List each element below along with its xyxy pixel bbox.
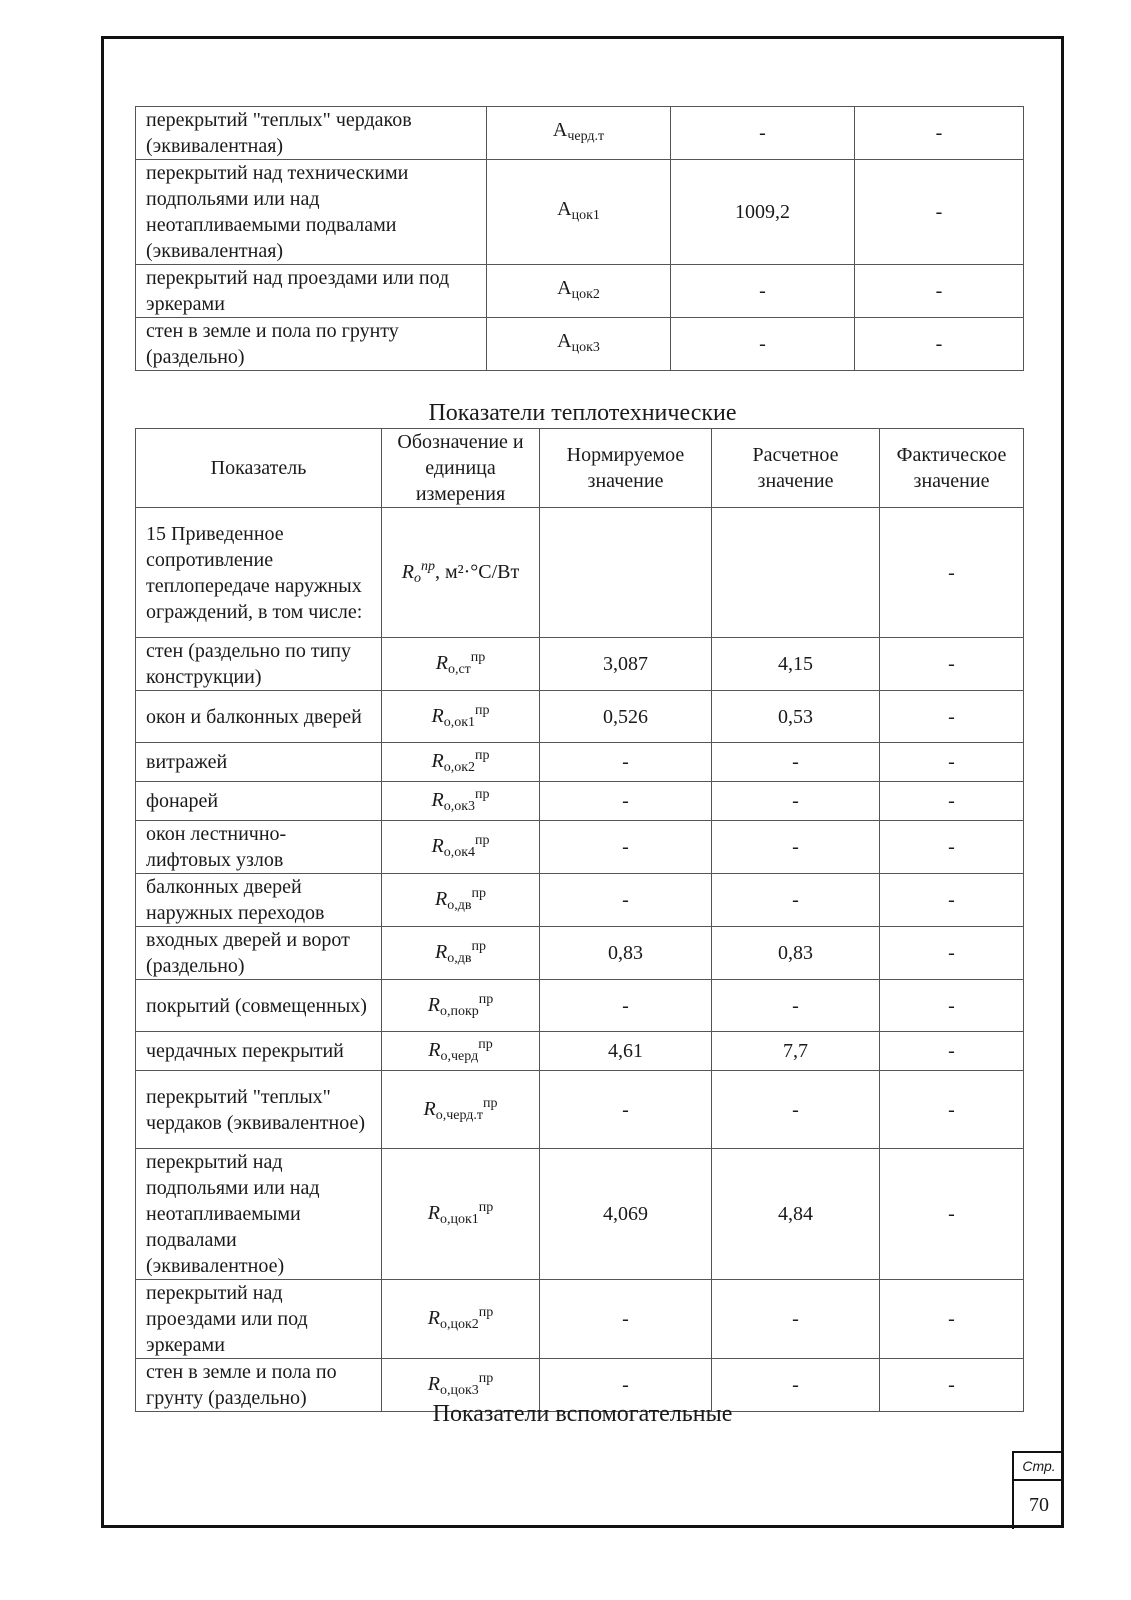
row-calculated: 7,7 [712, 1032, 880, 1071]
table-row [136, 638, 1024, 691]
row-symbol: $R_{о,ок1}^{пр}$ [382, 691, 540, 743]
row-actual: - [880, 1071, 1024, 1149]
table-row [136, 821, 1024, 874]
row-calculated: - [712, 821, 880, 874]
row-value: - [855, 160, 1024, 265]
table-row [136, 782, 1024, 821]
header-normative: Нормируемое значение [540, 429, 712, 508]
row-label: балконных дверей наружных переходов [136, 874, 382, 927]
row-actual: - [880, 1149, 1024, 1280]
row-normative: - [540, 821, 712, 874]
row-actual: - [880, 638, 1024, 691]
row-symbol: $А_{цок3}$ [487, 318, 671, 371]
row-normative: - [540, 1280, 712, 1359]
row-value: 1009,2 [671, 160, 855, 265]
row-label: фонарей [136, 782, 382, 821]
row-symbol: $R_{о,цок3}^{пр}$ [382, 1359, 540, 1412]
table-row [136, 874, 1024, 927]
row-label: перекрытий "теплых" чердаков (эквивалентное) [136, 1071, 382, 1149]
row-actual: - [880, 743, 1024, 782]
row-calculated: 0,83 [712, 927, 880, 980]
thermal-table [135, 428, 1024, 1412]
table-row [136, 980, 1024, 1032]
table-row [136, 265, 1024, 318]
row-calculated: - [712, 980, 880, 1032]
row-value: - [671, 107, 855, 160]
row-calculated: 4,84 [712, 1149, 880, 1280]
page-number: 70 [1029, 1494, 1049, 1516]
header-symbol: Обозначение и единица измерения [382, 429, 540, 508]
row-symbol: $R_{о,цок2}^{пр}$ [382, 1280, 540, 1359]
row-symbol: $R_{о,покр}^{пр}$ [382, 980, 540, 1032]
heading-thermal: Показатели теплотехнические [428, 400, 737, 426]
table-row [136, 1280, 1024, 1359]
row-actual: - [880, 782, 1024, 821]
row-calculated [712, 508, 880, 638]
row-symbol: $R_{о,черд}^{пр}$ [382, 1032, 540, 1071]
row-symbol: $R_{о,ок4}^{пр}$ [382, 821, 540, 874]
row-label: перекрытий "теплых" чердаков (эквивалентная) [136, 107, 487, 160]
page-stamp [1012, 1451, 1064, 1529]
header-actual: Фактическое значение [880, 429, 1024, 508]
row-normative: 4,069 [540, 1149, 712, 1280]
row-actual: - [880, 508, 1024, 638]
row-normative: - [540, 874, 712, 927]
table-row [136, 107, 1024, 160]
table-row [136, 318, 1024, 371]
table-row [136, 1071, 1024, 1149]
row-normative: 3,087 [540, 638, 712, 691]
row-value: - [855, 265, 1024, 318]
row-calculated: - [712, 874, 880, 927]
row-calculated: 4,15 [712, 638, 880, 691]
row-normative [540, 508, 712, 638]
row-actual: - [880, 1359, 1024, 1412]
row-label: стен в земле и пола по грунту (раздельно) [136, 1359, 382, 1412]
row-actual: - [880, 1032, 1024, 1071]
row-symbol: $R_{о,дв}^{пр}$ [382, 874, 540, 927]
row-symbol: $R_{о,цок1}^{пр}$ [382, 1149, 540, 1280]
row-actual: - [880, 874, 1024, 927]
row-value: - [855, 107, 1024, 160]
area-table [135, 106, 1024, 371]
row-symbol: $А_{цок1}$ [487, 160, 671, 265]
table-row [136, 927, 1024, 980]
row-label: входных дверей и ворот (раздельно) [136, 927, 382, 980]
row-symbol: $R_{о,ок3}^{пр}$ [382, 782, 540, 821]
row-calculated: - [712, 1359, 880, 1412]
row-label: витражей [136, 743, 382, 782]
row-symbol: $А_{черд.т}$ [487, 107, 671, 160]
row-value: - [671, 265, 855, 318]
row-normative: - [540, 1359, 712, 1412]
row-symbol: $R_{о,дв}^{пр}$ [382, 927, 540, 980]
row-normative: 0,83 [540, 927, 712, 980]
header-row [136, 429, 1024, 508]
header-indicator: Показатель [136, 429, 382, 508]
table-row [136, 691, 1024, 743]
table-row [136, 743, 1024, 782]
row-normative: 4,61 [540, 1032, 712, 1071]
row-label: стен в земле и пола по грунту (раздельно) [136, 318, 487, 371]
row-actual: - [880, 980, 1024, 1032]
row-symbol: $А_{цок2}$ [487, 265, 671, 318]
row-label: покрытий (совмещенных) [136, 980, 382, 1032]
row-actual: - [880, 927, 1024, 980]
table-row [136, 160, 1024, 265]
row-calculated: - [712, 1071, 880, 1149]
row-label: перекрытий над подпольями или над неотапливаемыми подвалами (эквивалентное) [136, 1149, 382, 1280]
row-label: перекрытий над проездами или под эркерами [136, 1280, 382, 1359]
row-value: - [671, 318, 855, 371]
table-row [136, 1032, 1024, 1071]
row-normative: - [540, 980, 712, 1032]
row-normative: 0,526 [540, 691, 712, 743]
row-symbol: $R_{о,ст}^{пр}$ [382, 638, 540, 691]
row-symbol: $R_o^{пр}$, м²·°С/Вт [382, 508, 540, 638]
table-row [136, 508, 1024, 638]
row-calculated: - [712, 782, 880, 821]
row-label: окон лестнично-лифтовых узлов [136, 821, 382, 874]
row-actual: - [880, 1280, 1024, 1359]
header-calculated: Расчетное значение [712, 429, 880, 508]
page-label: Стр. [1014, 1453, 1064, 1481]
row-normative: - [540, 782, 712, 821]
row-label: чердачных перекрытий [136, 1032, 382, 1071]
row-normative: - [540, 1071, 712, 1149]
row-label: 15 Приведенное сопротивление теплопередаче наружных ограждений, в том числе: [136, 508, 382, 638]
row-actual: - [880, 821, 1024, 874]
row-label: перекрытий над техническими подпольями или над неотапливаемыми подвалами (эквивалентная) [136, 160, 487, 265]
row-label: перекрытий над проездами или под эркерами [136, 265, 487, 318]
row-value: - [855, 318, 1024, 371]
heading-auxiliary: Показатели вспомогательные [432, 1401, 733, 1427]
row-calculated: - [712, 1280, 880, 1359]
row-calculated: 0,53 [712, 691, 880, 743]
row-calculated: - [712, 743, 880, 782]
row-label: стен (раздельно по типу конструкции) [136, 638, 382, 691]
row-label: окон и балконных дверей [136, 691, 382, 743]
row-normative: - [540, 743, 712, 782]
row-symbol: $R_{о,черд.т}^{пр}$ [382, 1071, 540, 1149]
row-actual: - [880, 691, 1024, 743]
row-symbol: $R_{о,ок2}^{пр}$ [382, 743, 540, 782]
table-row [136, 1149, 1024, 1280]
